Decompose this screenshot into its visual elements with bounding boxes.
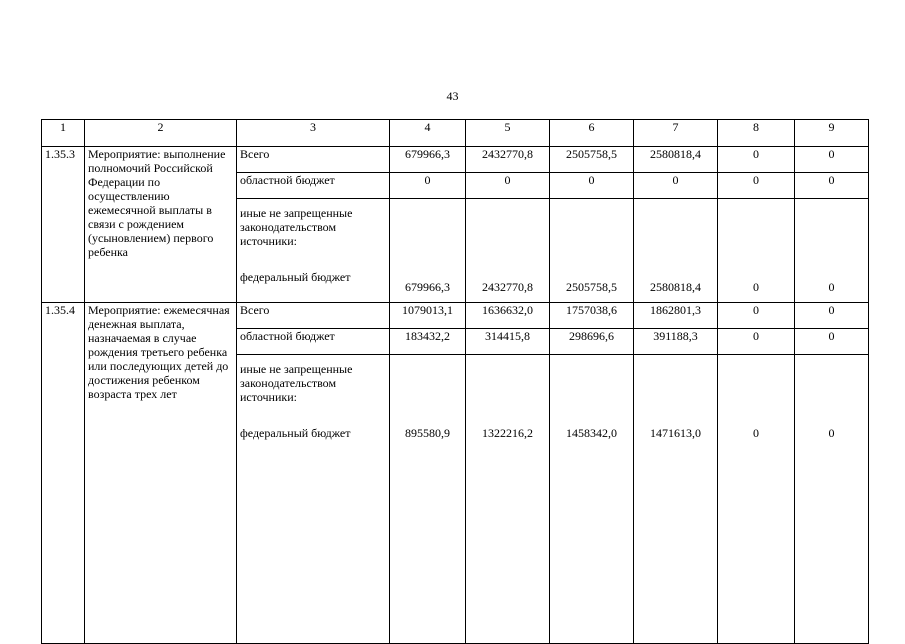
activity-description: Мероприятие: ежемесячная денежная выплата, назначаемая в случае рождения третьего ребенка или последующих детей до достижения ребенком возраста трех лет [85,303,237,644]
header-cell: 2 [85,120,237,147]
federal-budget-label: федеральный бюджет [240,426,351,440]
table-row [42,303,869,329]
funding-source [237,199,390,303]
value-cell: 0 [718,355,795,644]
value-cell: 2505758,5 [550,147,634,173]
header-cell: 8 [718,120,795,147]
value-cell: 2580818,4 [634,147,718,173]
value-cell: 0 [795,147,869,173]
value-cell: 0 [718,303,795,329]
value-cell: 1636632,0 [466,303,550,329]
value-cell: 1757038,6 [550,303,634,329]
value-cell: 0 [466,173,550,199]
value-cell: 0 [795,199,869,303]
value-cell: 0 [718,147,795,173]
header-cell: 5 [466,120,550,147]
value-cell: 2505758,5 [550,199,634,303]
value-cell: 679966,3 [390,147,466,173]
header-row [42,120,869,147]
value-cell: 0 [390,173,466,199]
activity-code: 1.35.3 [42,147,85,303]
table-row [42,147,869,173]
header-cell: 7 [634,120,718,147]
activity-code: 1.35.4 [42,303,85,644]
page-number: 43 [446,89,459,103]
value-cell: 0 [795,303,869,329]
value-cell: 0 [634,173,718,199]
funding-source: областной бюджет [237,329,390,355]
value-cell: 2580818,4 [634,199,718,303]
header-cell: 9 [795,120,869,147]
value-cell: 1458342,0 [550,355,634,644]
value-cell: 298696,6 [550,329,634,355]
header-cell: 3 [237,120,390,147]
value-cell: 2432770,8 [466,199,550,303]
value-cell: 0 [550,173,634,199]
value-cell: 1471613,0 [634,355,718,644]
value-cell: 679966,3 [390,199,466,303]
value-cell: 0 [718,329,795,355]
header-cell: 6 [550,120,634,147]
value-cell: 183432,2 [390,329,466,355]
value-cell: 391188,3 [634,329,718,355]
funding-source [237,355,390,644]
header-cell: 1 [42,120,85,147]
value-cell: 895580,9 [390,355,466,644]
funding-source: областной бюджет [237,173,390,199]
value-cell: 1079013,1 [390,303,466,329]
header-cell: 4 [390,120,466,147]
funding-source: Всего [237,303,390,329]
value-cell: 2432770,8 [466,147,550,173]
activity-description: Мероприятие: выполнение полномочий Российской Федерации по осуществлению ежемесячной выплаты в связи с рождением (усыновлением) первого ребенка [85,147,237,303]
value-cell: 1322216,2 [466,355,550,644]
budget-table [41,119,869,644]
value-cell: 314415,8 [466,329,550,355]
other-sources-label: иные не запрещенные законодательством источники: [240,362,353,404]
federal-budget-label: федеральный бюджет [240,270,351,284]
value-cell: 0 [795,329,869,355]
value-cell: 0 [795,355,869,644]
value-cell: 0 [718,199,795,303]
other-sources-label: иные не запрещенные законодательством источники: [240,206,353,248]
value-cell: 0 [795,173,869,199]
value-cell: 0 [718,173,795,199]
funding-source: Всего [237,147,390,173]
value-cell: 1862801,3 [634,303,718,329]
